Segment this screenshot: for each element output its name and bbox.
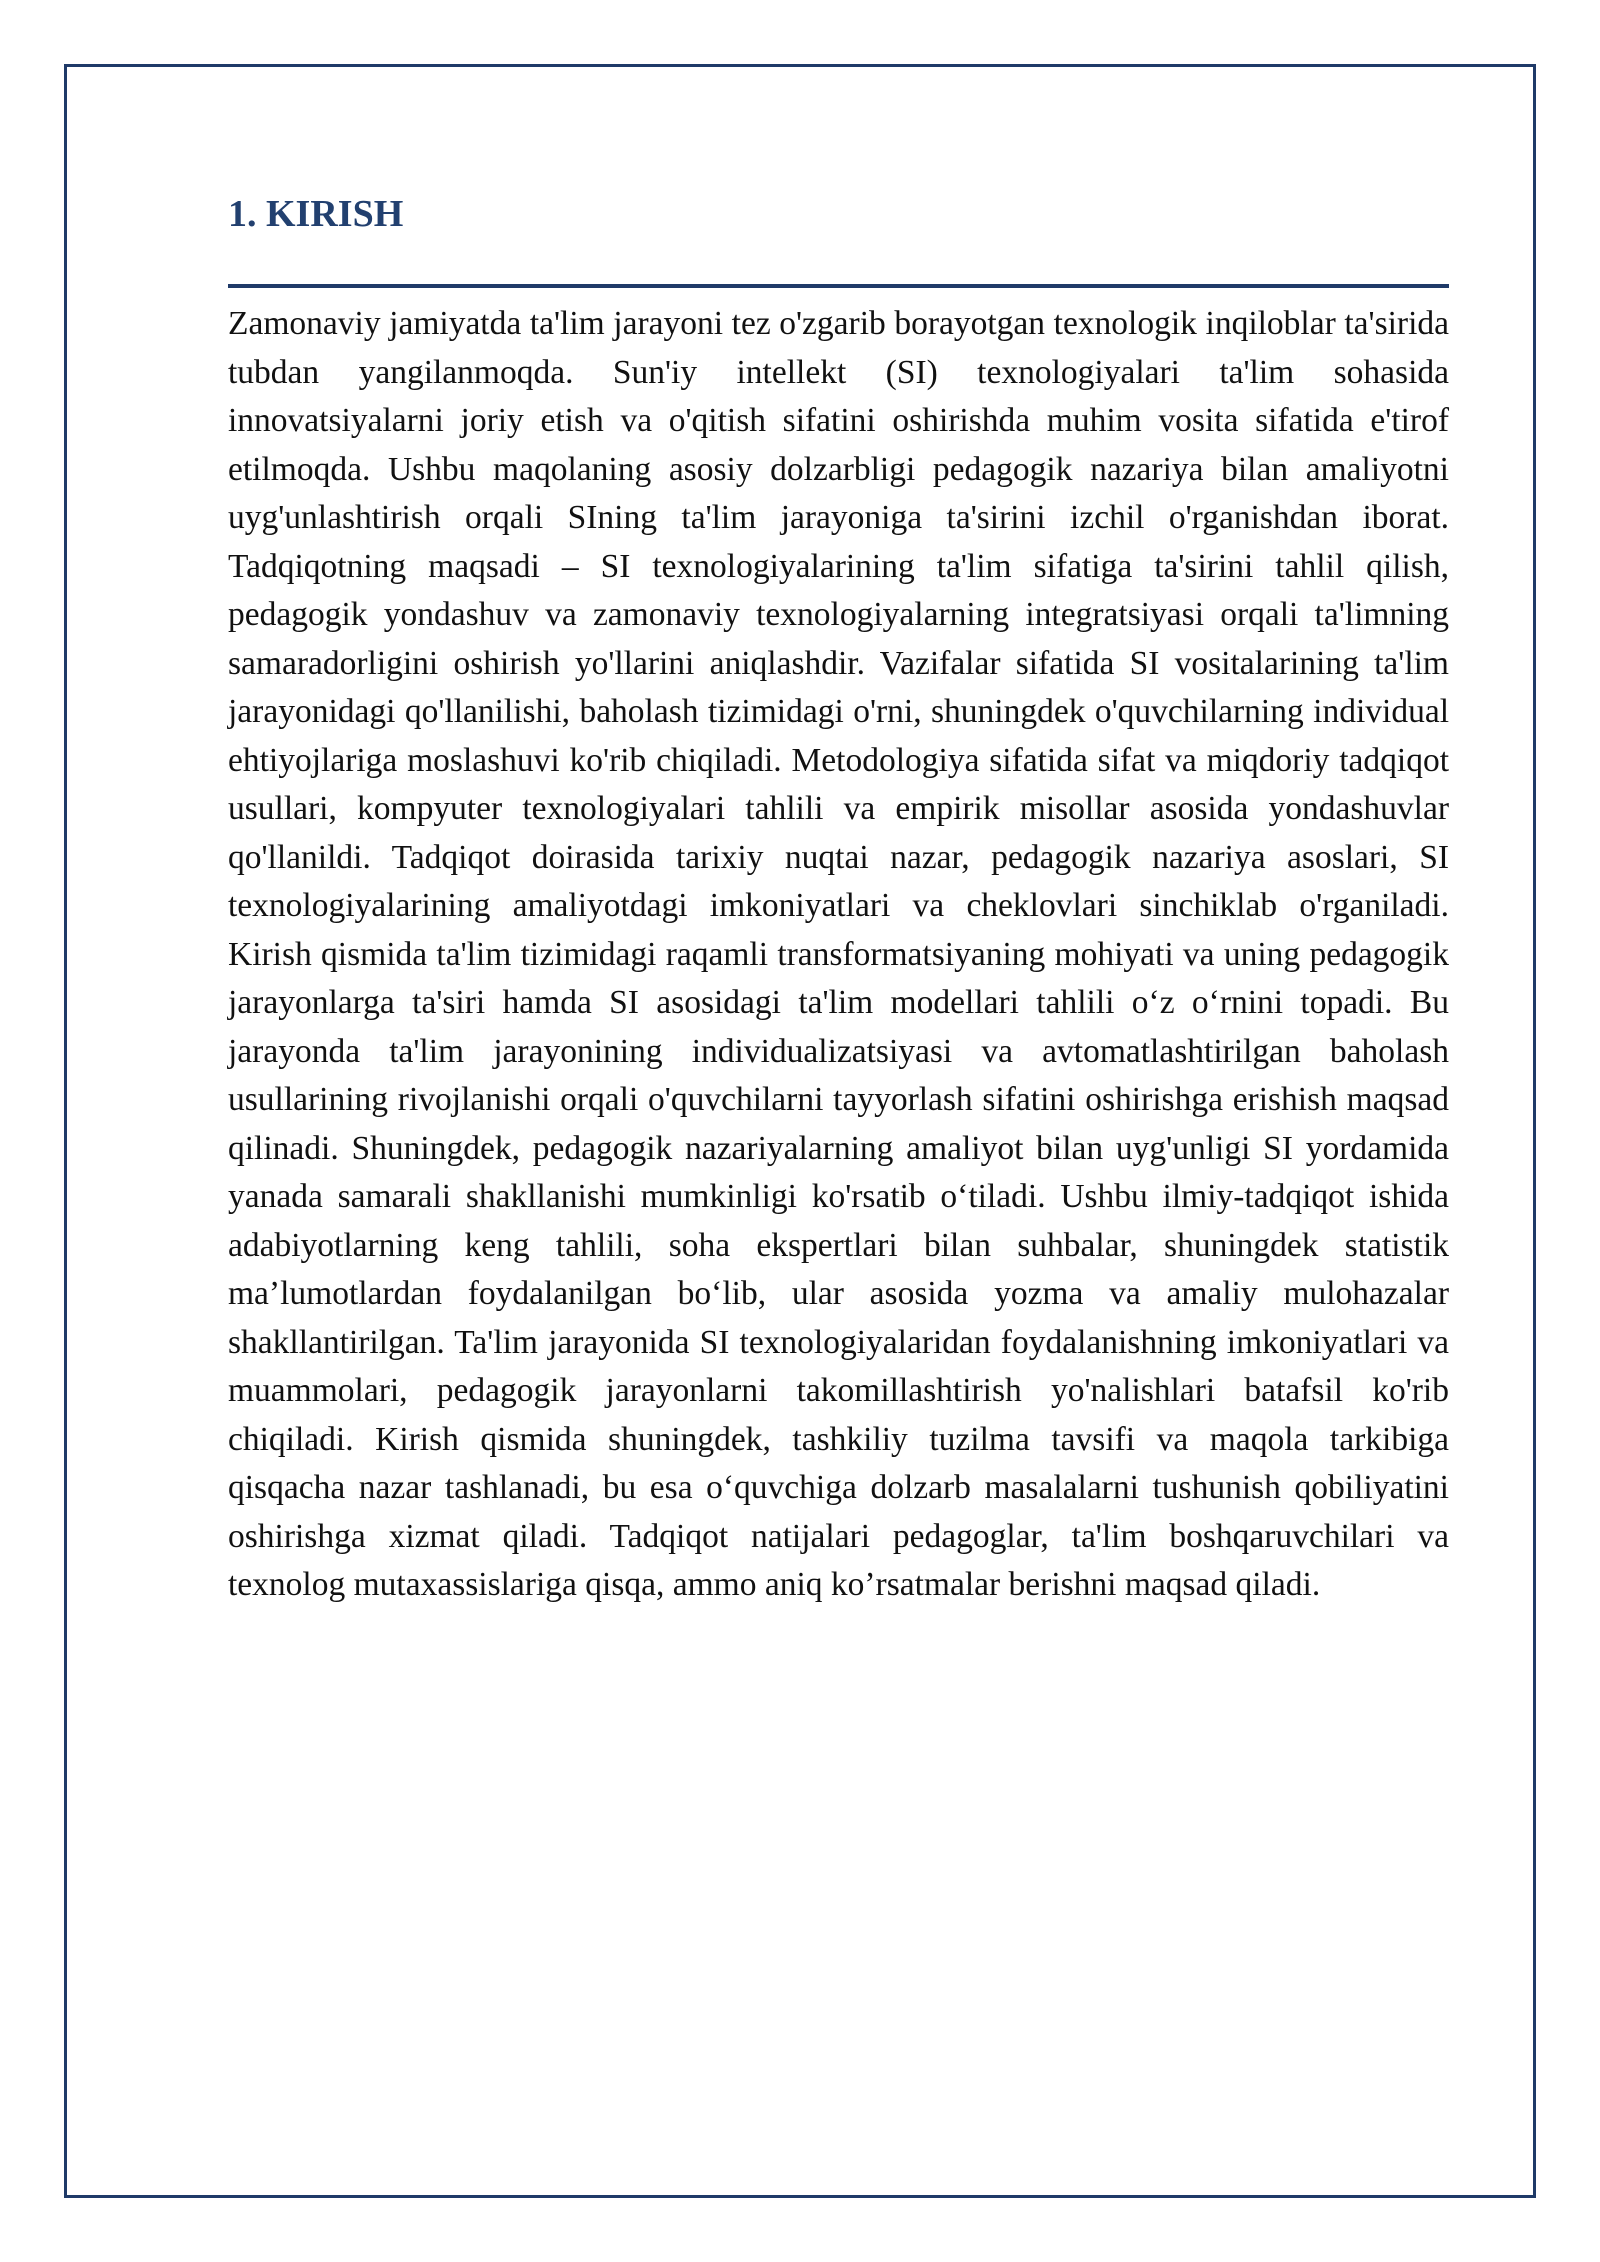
section-heading: 1. KIRISH bbox=[228, 193, 404, 235]
heading-divider bbox=[228, 284, 1449, 288]
body-paragraph: Zamonaviy jamiyatda ta'lim jarayoni tez o'zgarib borayotgan texnologik inqiloblar ta'sirida tubdan yangilanmoqda. Sun'iy intellekt (SI) texnologiyalari ta'lim sohasida innovatsiyalarni joriy etish va o'qitish sifatini oshirishda muhim vosita sifatida e'tirof etilmoqda. Ushbu maqolaning asosiy dolzarbligi pedagogik nazariya bilan amaliyotni uyg'unlashtirish orqali SIning ta'lim jarayoniga ta'sirini izchil o'rganishdan iborat. Tadqiqotning maqsadi – SI texnologiyalarining ta'lim sifatiga ta'sirini tahlil qilish, pedagogik yondashuv va zamonaviy texnologiyalarning integratsiyasi orqali ta'limning samaradorligini oshirish yo'llarini aniqlashdir. Vazifalar sifatida SI vositalarining ta'lim jarayonidagi qo'llanilishi, baholash tizimidagi o'rni, shuningdek o'quvchilarning individual ehtiyojlariga moslashuvi ko'rib chiqiladi. Metodologiya sifatida sifat va miqdoriy tadqiqot usullari, kompyuter texnologiyalari tahlili va empirik misollar asosida yondashuvlar qo'llanildi. Tadqiqot doirasida tarixiy nuqtai nazar, pedagogik nazariya asoslari, SI texnologiyalarining amaliyotdagi imkoniyatlari va cheklovlari sinchiklab o'rganiladi. Kirish qismida ta'lim tizimidagi raqamli transformatsiyaning mohiyati va uning pedagogik jarayonlarga ta'siri hamda SI asosidagi ta'lim modellari tahlili o‘z o‘rnini topadi. Bu jarayonda ta'lim jarayonining individualizatsiyasi va avtomatlashtirilgan baholash usullarining rivojlanishi orqali o'quvchilarni tayyorlash sifatini oshirishga erishish maqsad qilinadi. Shuningdek, pedagogik nazariyalarning amaliyot bilan uyg'unligi SI yordamida yanada samarali shakllanishi mumkinligi ko'rsatib o‘tiladi. Ushbu ilmiy-tadqiqot ishida adabiyotlarning keng tahlili, soha ekspertlari bilan suhbalar, shuningdek statistik ma’lumotlardan foydalanilgan bo‘lib, ular asosida yozma va amaliy mulohazalar shakllantirilgan. Ta'lim jarayonida SI texnologiyalaridan foydalanishning imkoniyatlari va muammolari, pedagogik jarayonlarni takomillashtirish yo'nalishlari batafsil ko'rib chiqiladi. Kirish qismida shuningdek, tashkiliy tuzilma tavsifi va maqola tarkibiga qisqacha nazar tashlanadi, bu esa o‘quvchiga dolzarb masalalarni tushunish qobiliyatini oshirishga xizmat qiladi. Tadqiqot natijalari pedagoglar, ta'lim boshqaruvchilari va texnolog mutaxassislariga qisqa, ammo aniq ko’rsatmalar berishni maqsad qiladi. bbox=[228, 305, 1449, 1603]
document-content bbox=[228, 188, 1449, 1610]
